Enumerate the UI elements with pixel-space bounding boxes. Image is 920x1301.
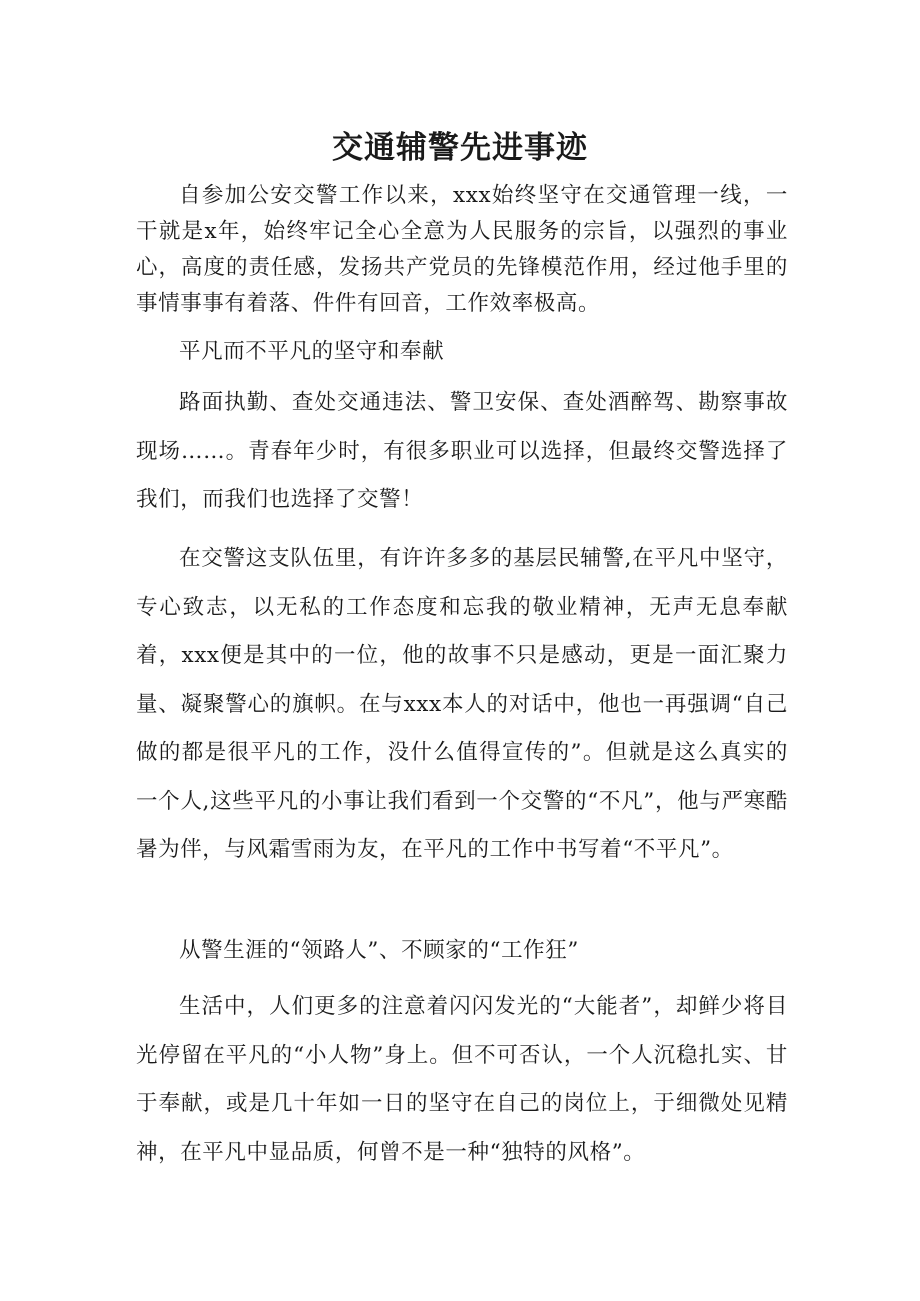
body-paragraph-4: 生活中，人们更多的注意着闪闪发光的“大能者”，却鲜少将目光停留在平凡的“小人物”身上。但不可否认，一个人沉稳扎实、甘于奉献，或是几十年如一日的坚守在自己的岗位上，于细微处见精神，在平凡中显品质，何曾不是一种“独特的风格”。: [136, 994, 788, 1165]
body-paragraph-2: 路面执勤、查处交通违法、警卫安保、查处酒醉驾、勘察事故现场……。青春年少时，有很多职业可以选择，但最终交警选择了我们，而我们也选择了交警！: [136, 390, 788, 512]
section-heading-2: 从警生涯的“领路人”、不顾家的“工作狂”: [179, 938, 579, 963]
intro-paragraph: 自参加公安交警工作以来，xxx始终坚守在交通管理一线，一干就是x年，始终牢记全心全意为人民服务的宗旨，以强烈的事业心，高度的责任感，发扬共产党员的先锋模范作用，经过他手里的事情事事有着落、件件有回音，工作效率极高。: [136, 183, 788, 316]
body-paragraph-3: 在交警这支队伍里，有许许多多的基层民辅警,在平凡中坚守，专心致志，以无私的工作态度和忘我的敬业精神，无声无息奉献着，xxx便是其中的一位，他的故事不只是感动，更是一面汇聚力量、凝聚警心的旗帜。在与xxx本人的对话中，他也一再强调“自己做的都是很平凡的工作，没什么值得宣传的”。但就是这么真实的一个人,这些平凡的小事让我们看到一个交警的“不凡”，他与严寒酷暑为伴，与风霜雪雨为友，在平凡的工作中书写着“不平凡”。: [136, 546, 788, 862]
document-title: 交通辅警先进事迹: [332, 130, 588, 166]
section-heading-1: 平凡而不平凡的坚守和奉献: [179, 339, 445, 364]
